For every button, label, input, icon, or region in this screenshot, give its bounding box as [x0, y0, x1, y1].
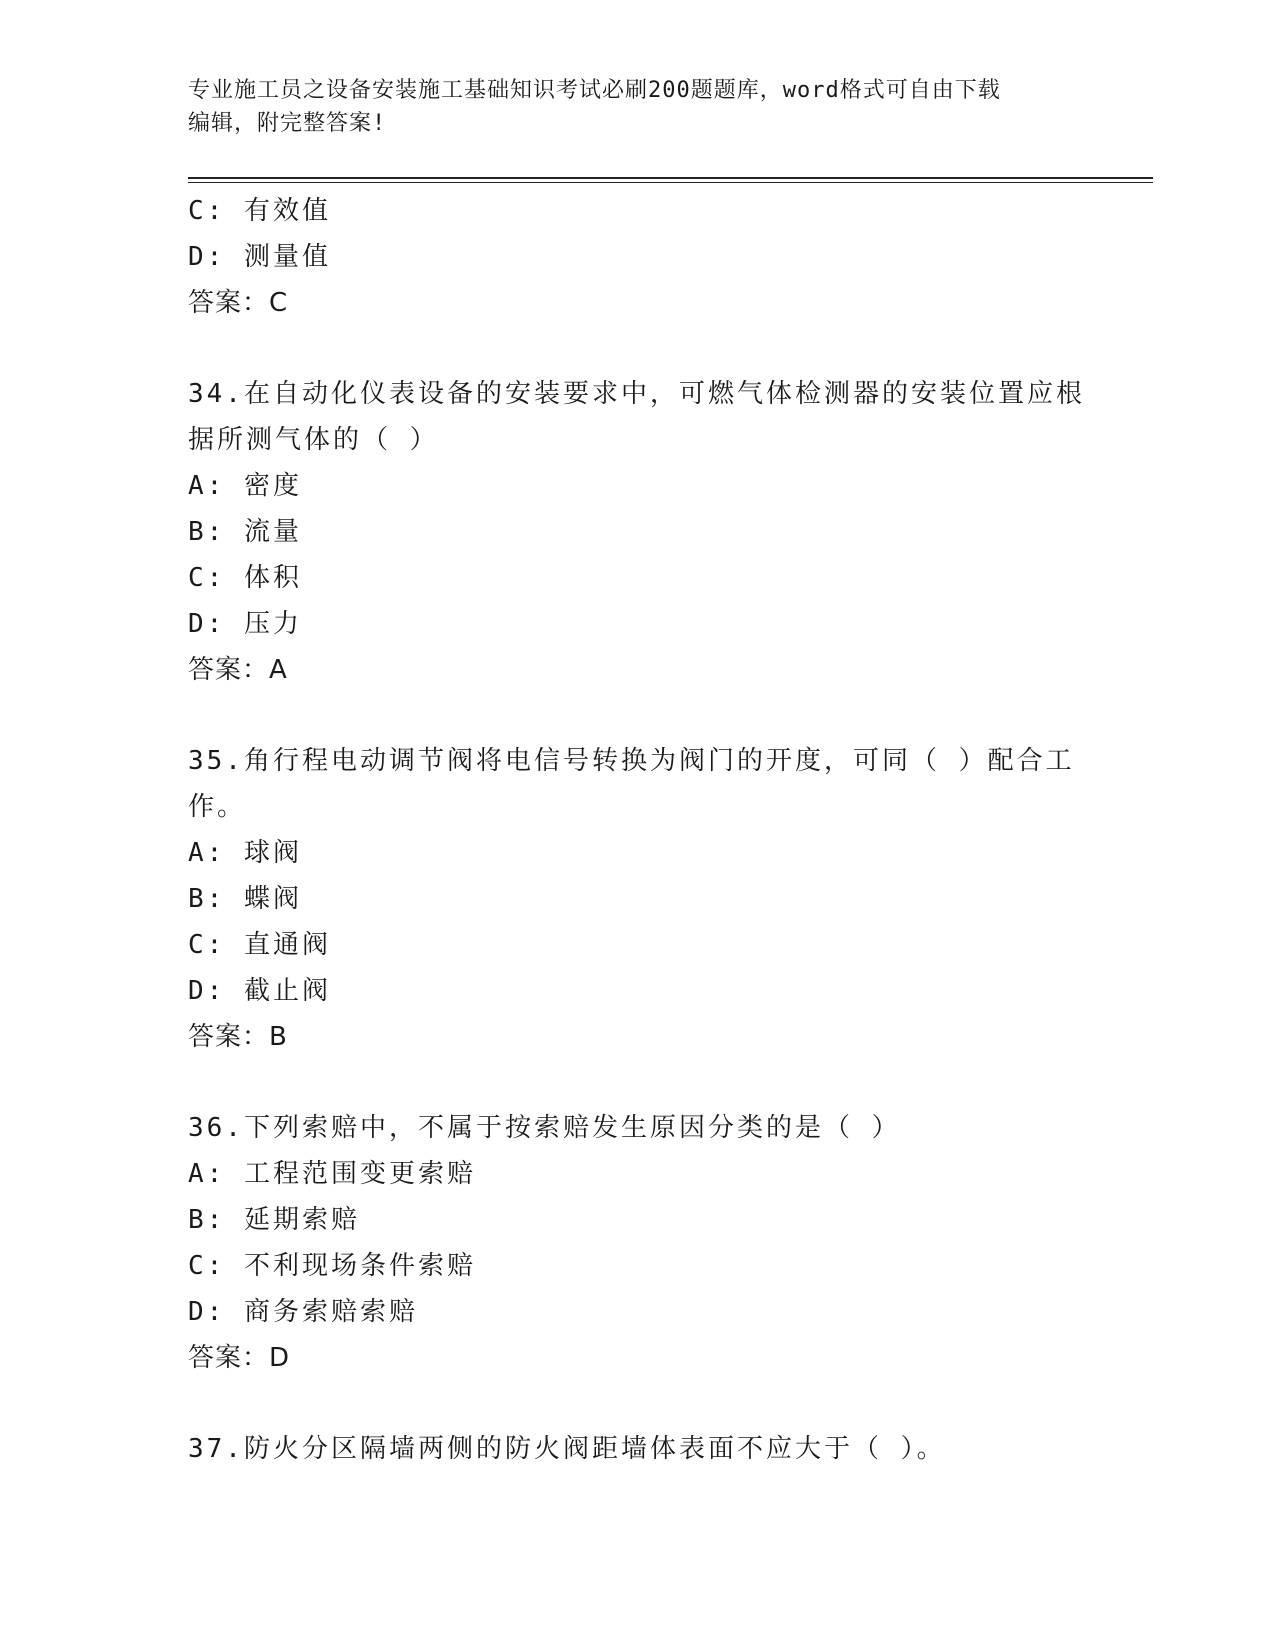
- question-33-tail: [188, 188, 1088, 326]
- header-divider-thick: [188, 177, 1153, 179]
- option-d: D: 商务索赔索赔: [188, 1297, 418, 1327]
- option-a: A: 球阀: [188, 838, 302, 868]
- answer-label: 答案：A: [188, 655, 288, 685]
- option-c: C: 不利现场条件索赔: [188, 1251, 476, 1281]
- question-37: [188, 1426, 1088, 1472]
- question-34: [188, 371, 1088, 693]
- option-d: D: 截止阀: [188, 976, 331, 1006]
- question-36: [188, 1105, 1088, 1381]
- option-b: B: 延期索赔: [188, 1205, 360, 1235]
- header-title-line1: 专业施工员之设备安装施工基础知识考试必刷200题题库，word格式可自由下载: [188, 78, 1001, 103]
- question-text-line2: 据所测气体的（ ）: [188, 425, 439, 455]
- question-35: [188, 738, 1088, 1060]
- option-a: A: 密度: [188, 471, 302, 501]
- option-b: B: 流量: [188, 517, 302, 547]
- question-text-line2: 作。: [188, 792, 247, 822]
- option-b: B: 蝶阀: [188, 884, 302, 914]
- option-d: D: 压力: [188, 609, 302, 639]
- option-c: C: 有效值: [188, 196, 331, 226]
- option-d: D: 测量值: [188, 242, 331, 272]
- answer-label: 答案：B: [188, 1022, 288, 1052]
- option-c: C: 直通阀: [188, 930, 331, 960]
- answer-label: 答案：D: [188, 1343, 291, 1373]
- option-c: C: 体积: [188, 563, 302, 593]
- question-list: [188, 188, 1088, 1472]
- question-text-line1: 34.在自动化仪表设备的安装要求中，可燃气体检测器的安装位置应根: [188, 379, 1085, 409]
- question-text-line1: 36.下列索赔中，不属于按索赔发生原因分类的是（ ）: [188, 1113, 901, 1143]
- header-title-line2: 编辑，附完整答案!: [188, 111, 387, 136]
- question-text-line1: 35.角行程电动调节阀将电信号转换为阀门的开度，可同（ ）配合工: [188, 746, 1075, 776]
- question-text-line1: 37.防火分区隔墙两侧的防火阀距墙体表面不应大于（ ）。: [188, 1434, 946, 1464]
- option-a: A: 工程范围变更索赔: [188, 1159, 476, 1189]
- document-header: [188, 74, 1088, 140]
- header-divider-thin: [188, 182, 1153, 183]
- answer-label: 答案：C: [188, 288, 289, 318]
